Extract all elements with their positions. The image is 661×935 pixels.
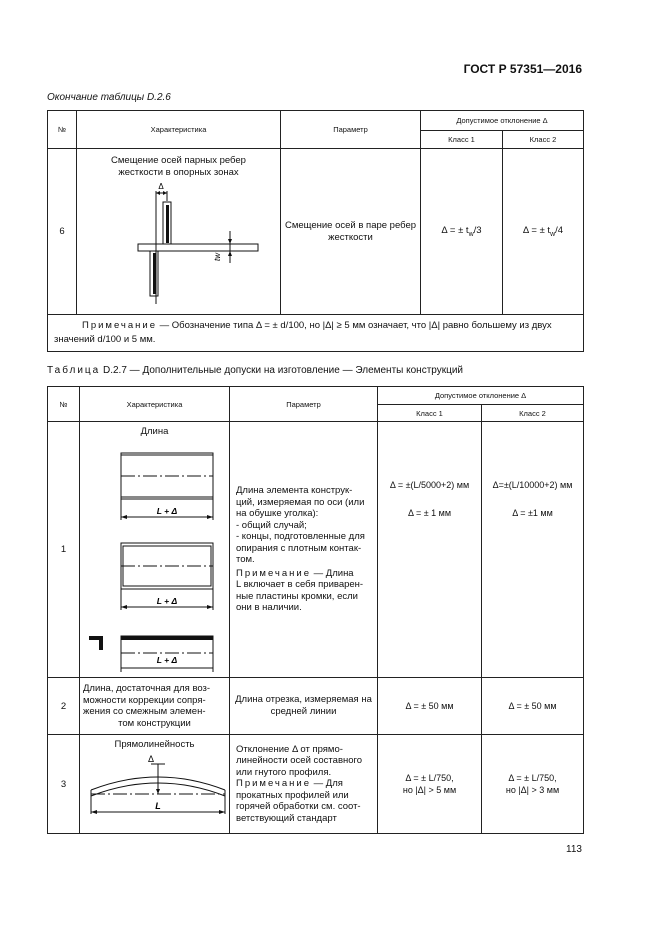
class1-value: Δ = ± 50 мм xyxy=(378,678,482,735)
parameter-line: - концы, подготовленные для xyxy=(236,531,365,543)
row-number: 3 xyxy=(48,735,80,834)
row-number: 1 xyxy=(48,422,80,678)
dimension-label: L + Δ xyxy=(156,506,178,516)
class2-value-sub: w xyxy=(550,230,556,238)
table-d27 xyxy=(47,386,584,834)
class2-value xyxy=(503,149,584,315)
parameter-line: том. xyxy=(236,554,255,566)
parameter-note-line: прокатных профилей или xyxy=(236,789,349,801)
parameter-line: на обушке уголка): xyxy=(236,508,319,520)
parameter-note-line: ветствующий стандарт xyxy=(236,812,337,824)
note-label: Примечание xyxy=(82,320,157,331)
parameter-note-label: Примечание xyxy=(236,567,311,579)
table-row xyxy=(48,678,584,735)
class2-value-prefix: Δ = ± t xyxy=(522,225,551,237)
col-characteristic-header: Характеристика xyxy=(80,387,230,422)
characteristic-title: Длина xyxy=(140,426,169,437)
class1-value-suffix: /3 xyxy=(473,225,482,237)
table2-caption xyxy=(47,365,463,376)
dimension-label: L + Δ xyxy=(156,655,178,665)
class1-value-bearing: Δ = ± 1 мм xyxy=(407,508,452,518)
class2-value-main: Δ = ± L/750, xyxy=(508,773,557,783)
page-number: 113 xyxy=(566,844,582,855)
class2-value xyxy=(482,422,584,678)
table-row xyxy=(48,735,584,834)
table-d26 xyxy=(47,110,584,352)
parameter-cell xyxy=(230,735,378,834)
parameter-line: опирания с плотным контак- xyxy=(236,542,362,554)
parameter-note-line: они в наличии. xyxy=(236,602,302,614)
characteristic-line: жения со смежным элемен- xyxy=(83,706,206,717)
class2-value-bearing: Δ = ±1 мм xyxy=(512,508,553,518)
table2-caption-text: D.2.7 — Дополнительные допуски на изготовление — Элементы конструкций xyxy=(103,365,464,376)
class1-value-limit: но |Δ| > 5 мм xyxy=(402,785,457,795)
col-tolerance-header: Допустимое отклонение Δ xyxy=(421,111,584,131)
class1-value-prefix: Δ = ± t xyxy=(441,225,469,237)
class2-value-limit: но |Δ| > 3 мм xyxy=(505,785,560,795)
class1-value-general: Δ = ±(L/5000+2) мм xyxy=(389,480,470,490)
class1-value xyxy=(421,149,503,315)
figure-label-L: L xyxy=(155,801,161,811)
parameter-note-line: ные пластины кромки, если xyxy=(236,590,358,602)
class1-value xyxy=(378,422,482,678)
table2-caption-label: Таблица xyxy=(47,365,101,376)
col-class1-header: Класс 1 xyxy=(378,405,482,422)
col-parameter-header: Параметр xyxy=(281,111,421,149)
parameter-cell xyxy=(281,149,421,315)
note-text: — Обозначение типа Δ = ± d/100, но |Δ| ≥ 5 мм означает, что |Δ| равно большему из двух значений d/100 и 5 мм. xyxy=(54,320,552,345)
parameter-line: ций, измеряемая по оси (или xyxy=(236,496,365,508)
parameter-note-label: Примечание xyxy=(236,778,311,790)
characteristic-cell xyxy=(77,149,281,315)
parameter-line: Отклонение Δ от прямо- xyxy=(236,743,343,755)
parameter-cell xyxy=(230,422,378,678)
characteristic-cell xyxy=(80,735,230,834)
col-no-header: № xyxy=(48,111,77,149)
parameter-note-line: L включает в себя приварен- xyxy=(236,579,364,591)
length-figure xyxy=(83,437,233,672)
table-note xyxy=(48,315,584,352)
table-row xyxy=(48,422,584,678)
parameter-cell: Длина отрезка, измеряемая на средней линии xyxy=(230,678,378,735)
table-row xyxy=(48,149,584,315)
class2-value-general: Δ=±(L/10000+2) мм xyxy=(492,480,573,490)
table-note-row xyxy=(48,315,584,352)
class1-value xyxy=(378,735,482,834)
class2-value: Δ = ± 50 мм xyxy=(482,678,584,735)
col-class1-header: Класс 1 xyxy=(421,131,503,149)
characteristic-cell xyxy=(80,678,230,735)
parameter-line: линейности осей составного xyxy=(236,755,363,767)
characteristic-title: Смещение осей парных ребер жесткости в опорных зонах xyxy=(111,155,246,178)
characteristic-line: Длина, достаточная для воз- xyxy=(83,683,211,694)
col-class2-header: Класс 2 xyxy=(503,131,584,149)
class2-value xyxy=(482,735,584,834)
characteristic-line: можности коррекции сопря- xyxy=(83,694,206,706)
characteristic-cell xyxy=(80,422,230,678)
col-tolerance-header: Допустимое отклонение Δ xyxy=(378,387,584,405)
parameter-note-line: — Для xyxy=(313,778,343,790)
dimension-label: L + Δ xyxy=(156,596,178,606)
col-characteristic-header: Характеристика xyxy=(77,111,281,149)
characteristic-title: Прямолинейность xyxy=(114,739,195,750)
col-no-header: № xyxy=(48,387,80,422)
standard-header: ГОСТ Р 57351—2016 xyxy=(463,62,582,76)
table1-caption: Окончание таблицы D.2.6 xyxy=(47,92,171,103)
class1-value-main: Δ = ± L/750, xyxy=(405,773,454,783)
figure-label-tw: tw xyxy=(213,253,222,261)
parameter-note-line: — Длина xyxy=(313,567,354,579)
parameter-line: или гнутого профиля. xyxy=(236,766,332,778)
row-number: 2 xyxy=(48,678,80,735)
col-class2-header: Класс 2 xyxy=(482,405,584,422)
figure-label-delta: Δ xyxy=(158,182,164,191)
stiffener-offset-figure xyxy=(80,179,278,304)
straightness-figure xyxy=(83,750,233,828)
parameter-line: - общий случай; xyxy=(236,519,307,531)
class2-value-suffix: /4 xyxy=(555,225,564,237)
row-number: 6 xyxy=(48,149,77,315)
parameter-line: Длина элемента конструк- xyxy=(236,485,353,497)
characteristic-line: том конструкции xyxy=(118,717,191,729)
figure-label-delta: Δ xyxy=(147,754,155,764)
col-parameter-header: Параметр xyxy=(230,387,378,422)
class1-value-sub: w xyxy=(468,230,474,238)
parameter-note-line: горячей обработки см. соот- xyxy=(236,801,361,813)
parameter-text: Смещение осей в паре ребер жесткости xyxy=(284,219,417,243)
